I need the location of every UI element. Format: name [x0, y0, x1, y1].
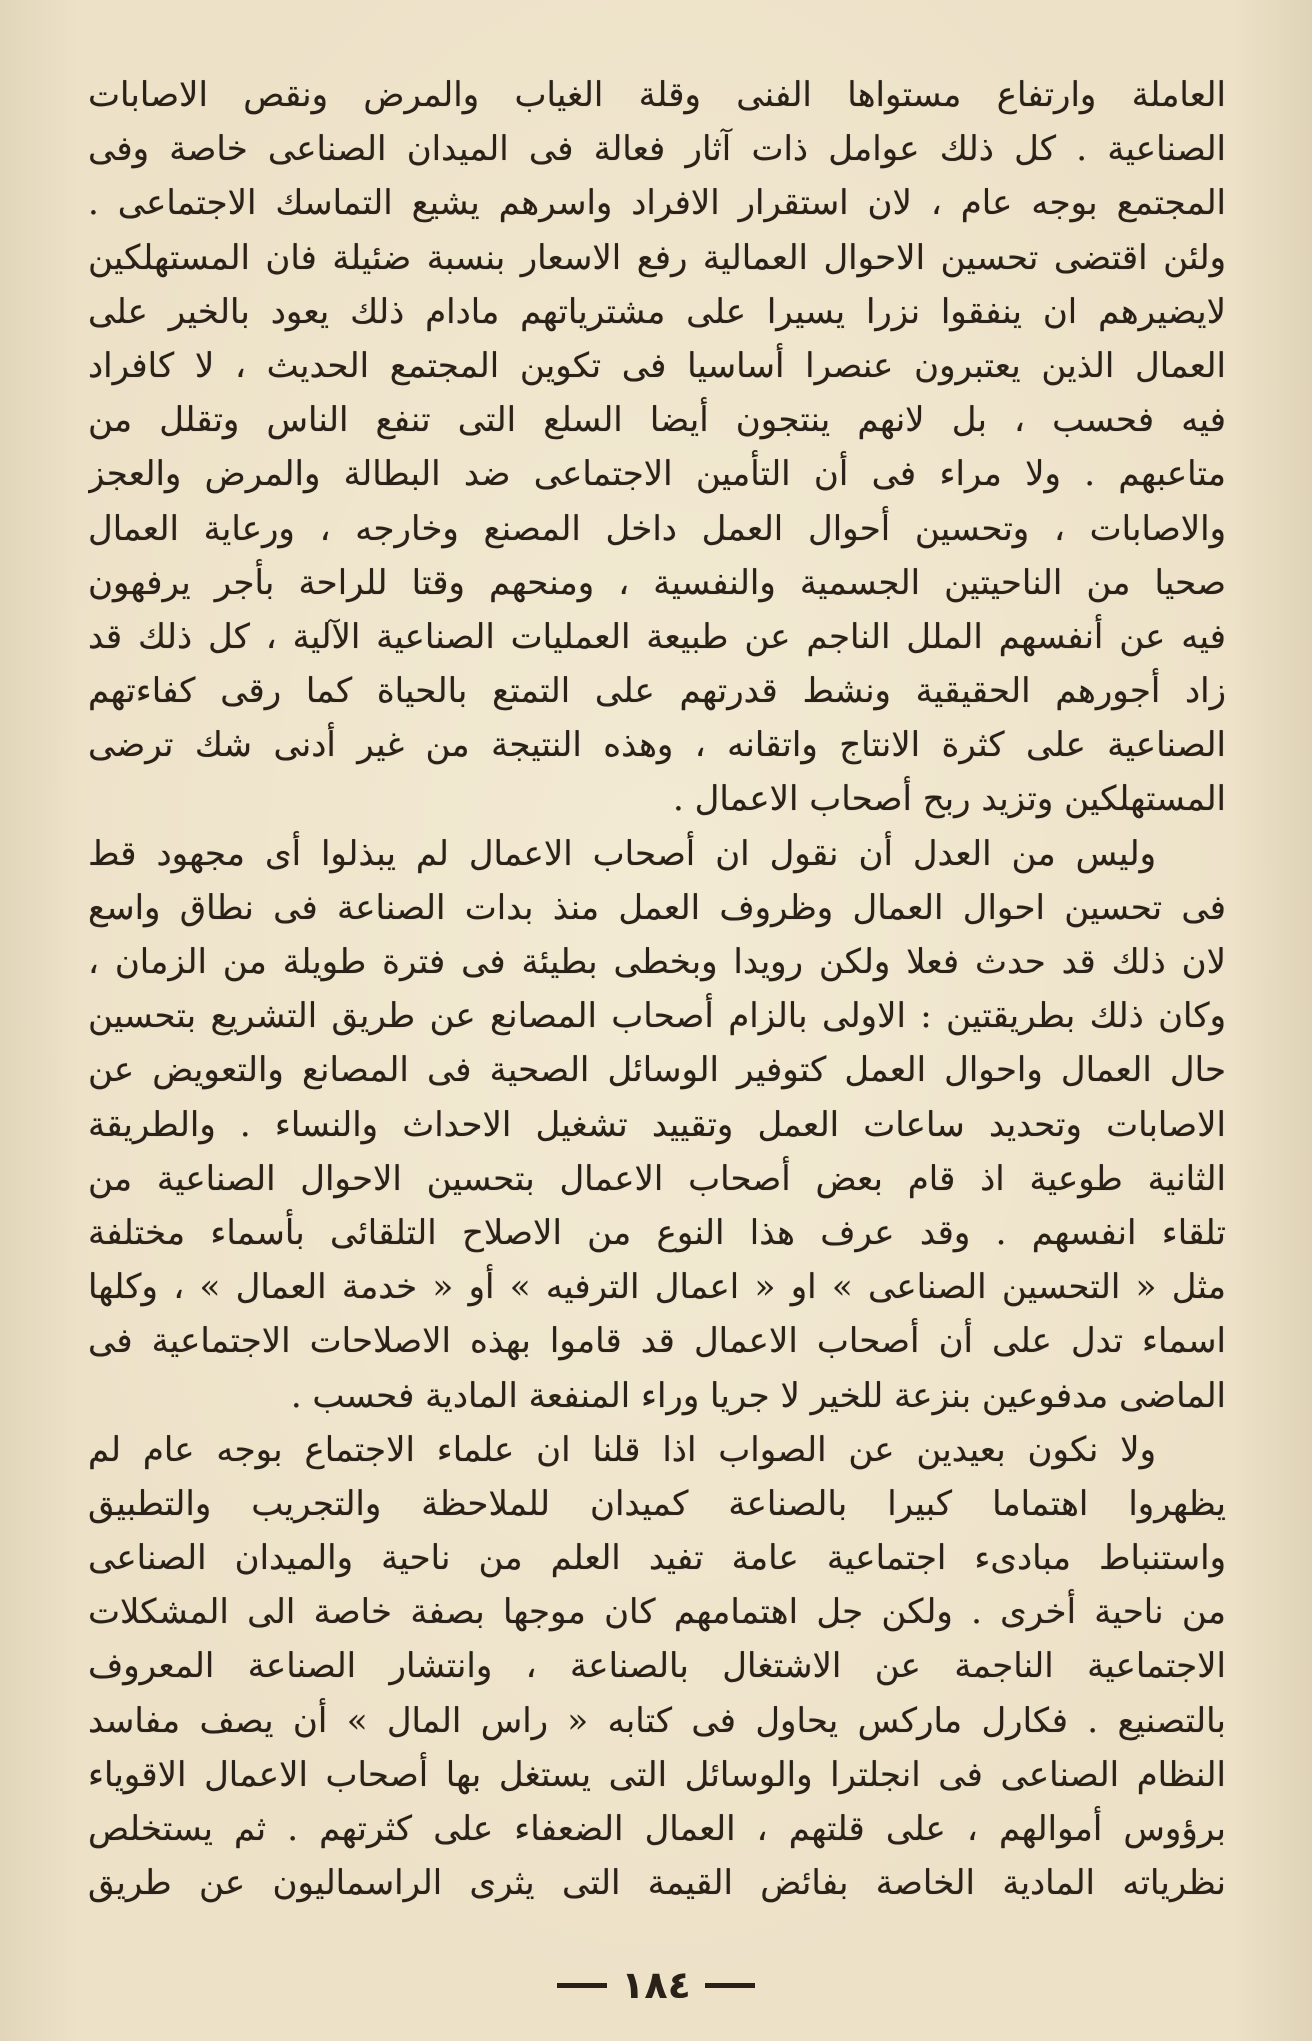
text-line: الاصابات وتحديد ساعات العمل وتقييد تشغيل الاحداث والنساء . والطريقة [88, 1104, 1226, 1145]
text-line: المستهلكين وتزيد ربح أصحاب الاعمال . [673, 779, 1226, 820]
right-dash [705, 1983, 755, 1988]
text-line: لان ذلك قد حدث فعلا ولكن رويدا وبخطى بطيئة فى فترة طويلة من الزمان ، [88, 942, 1226, 982]
text-line: زاد أجورهم الحقيقية ونشط قدرتهم على التمتع بالحياة كما رقى كفاءتهم [88, 671, 1226, 712]
text-line: حال العمال واحوال العمل كتوفير الوسائل الصحية فى المصانع والتعويض عن [88, 1050, 1226, 1091]
text-line: من ناحية أخرى . ولكن جل اهتمامهم كان موجها بصفة خاصة الى المشكلات [88, 1592, 1226, 1633]
text-line: وكان ذلك بطريقتين : الاولى بالزام أصحاب المصانع عن طريق التشريع بتحسين [88, 996, 1226, 1037]
text-line: فى تحسين احوال العمال وظروف العمل منذ بدات الصناعة فى نطاق واسع [88, 887, 1226, 928]
text-line: العاملة وارتفاع مستواها الفنى وقلة الغياب والمرض ونقص الاصابات [88, 75, 1226, 115]
page-footer [0, 1960, 1312, 2010]
text-line: لايضيرهم ان ينفقوا نزرا يسيرا على مشترياتهم مادام ذلك يعود بالخير على [88, 291, 1226, 332]
text-line: برؤوس أموالهم ، على قلتهم ، العمال الضعفاء على كثرتهم . ثم يستخلص [88, 1809, 1226, 1849]
text-line: اسماء تدل على أن أصحاب الاعمال قد قاموا بهذه الاصلاحات الاجتماعية فى [88, 1321, 1226, 1362]
page-number: ١٨٤ [621, 1963, 691, 2007]
text-line: ولا نكون بعيدين عن الصواب اذا قلنا ان علماء الاجتماع بوجه عام لم [88, 1429, 1156, 1470]
text-line: النظام الصناعى فى انجلترا والوسائل التى يستغل بها أصحاب الاعمال الاقوياء [88, 1754, 1226, 1795]
body-text [88, 68, 1226, 1910]
text-line: بالتصنيع . فكارل ماركس يحاول فى كتابه « راس المال » أن يصف مفاسد [88, 1700, 1226, 1741]
text-line: مثل « التحسين الصناعى » او « اعمال الترفيه » أو « خدمة العمال » ، وكلها [88, 1267, 1226, 1308]
text-line: الثانية طوعية اذ قام بعض أصحاب الاعمال بتحسين الاحوال الصناعية من [88, 1158, 1226, 1199]
text-line: نظرياته المادية الخاصة بفائض القيمة التى يثرى الراسماليون عن طريق [88, 1863, 1226, 1904]
text-line: يظهروا اهتماما كبيرا بالصناعة كميدان للملاحظة والتجريب والتطبيق [88, 1483, 1226, 1524]
text-line: فيه عن أنفسهم الملل الناجم عن طبيعة العمليات الصناعية الآلية ، كل ذلك قد [88, 616, 1226, 657]
text-line: الصناعية على كثرة الانتاج واتقانه ، وهذه النتيجة من غير أدنى شك ترضى [88, 725, 1226, 766]
text-line: الماضى مدفوعين بنزعة للخير لا جريا وراء المنفعة المادية فحسب . [290, 1375, 1226, 1416]
text-line: الاجتماعية الناجمة عن الاشتغال بالصناعة ، وانتشار الصناعة المعروف [88, 1646, 1226, 1687]
text-line: فيه فحسب ، بل لانهم ينتجون أيضا السلع التى تنفع الناس وتقلل من [88, 400, 1226, 441]
text-line: تلقاء انفسهم . وقد عرف هذا النوع من الاصلاح التلقائى بأسماء مختلفة [88, 1212, 1226, 1253]
text-line: واستنباط مبادىء اجتماعية عامة تفيد العلم من ناحية والميدان الصناعى [88, 1538, 1226, 1579]
text-line: والاصابات ، وتحسين أحوال العمل داخل المصنع وخارجه ، ورعاية العمال [88, 508, 1226, 549]
text-line: العمال الذين يعتبرون عنصرا أساسيا فى تكوين المجتمع الحديث ، لا كافراد [88, 345, 1226, 386]
text-line: الصناعية . كل ذلك عوامل ذات آثار فعالة فى الميدان الصناعى خاصة وفى [88, 129, 1226, 170]
text-line: متاعبهم . ولا مراء فى أن التأمين الاجتماعى ضد البطالة والمرض والعجز [88, 454, 1226, 495]
text-line: صحيا من الناحيتين الجسمية والنفسية ، ومنحهم وقتا للراحة بأجر يرفهون [88, 562, 1226, 603]
text-line: ولئن اقتضى تحسين الاحوال العمالية رفع الاسعار بنسبة ضئيلة فان المستهلكين [88, 237, 1226, 278]
left-dash [557, 1983, 607, 1988]
text-line: وليس من العدل أن نقول ان أصحاب الاعمال لم يبذلوا أى مجهود قط [88, 833, 1156, 874]
text-line: المجتمع بوجه عام ، لان استقرار الافراد واسرهم يشيع التماسك الاجتماعى . [88, 183, 1226, 224]
